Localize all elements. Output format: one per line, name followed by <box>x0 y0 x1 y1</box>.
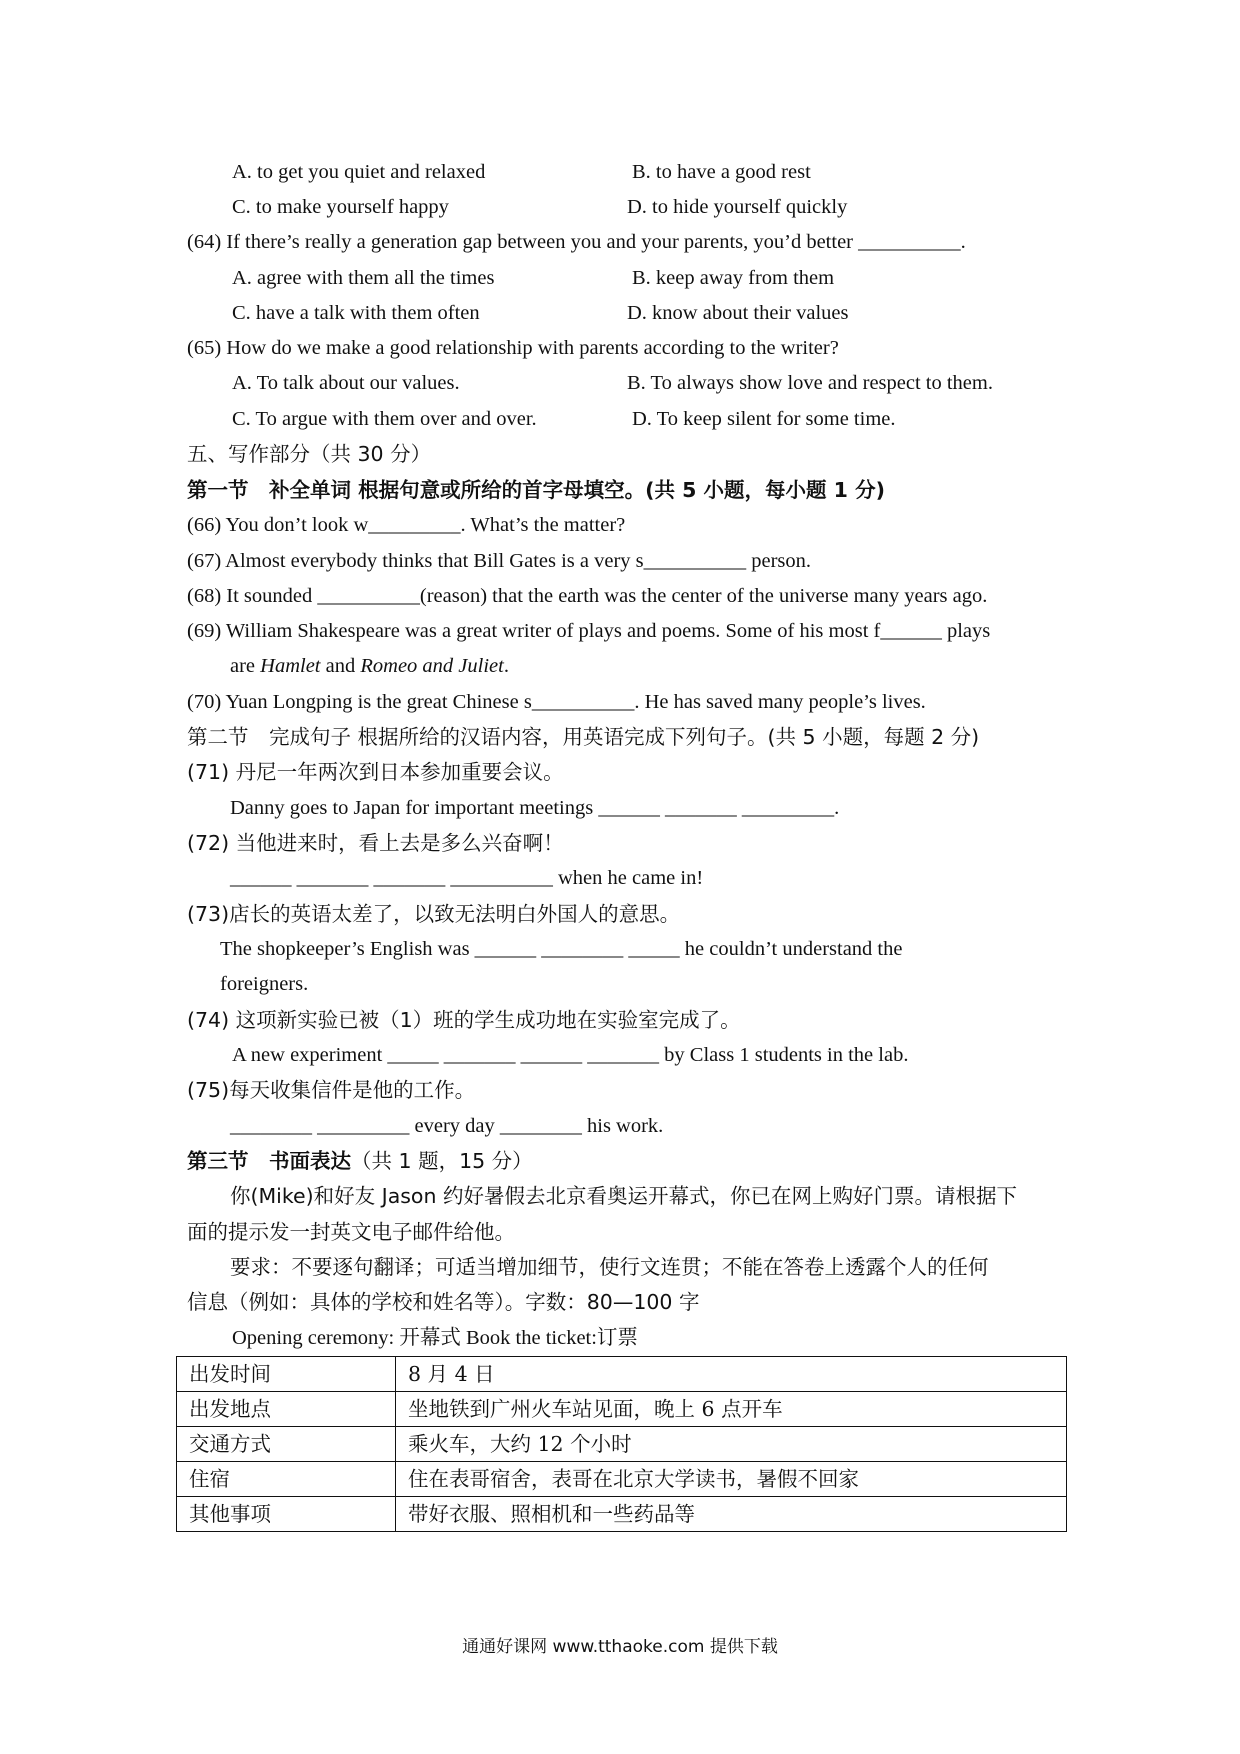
table-row <box>177 1427 1067 1462</box>
table-value: 住在表哥宿舍，表哥在北京大学读书，暑假不回家 <box>396 1462 1067 1497</box>
writing-prompt-line-1: 你(Mike)和好友 Jason 约好暑假去北京看奥运开幕式，你已在网上购好门票。请根据下 <box>230 1184 1017 1208</box>
question-73-chinese: (73)店长的英语太差了，以致无法明白外国人的意思。 <box>187 902 681 926</box>
question-74-chinese: (74) 这项新实验已被（1）班的学生成功地在实验室完成了。 <box>187 1008 741 1032</box>
section-five-title: 五、写作部分（共 30 分） <box>187 442 432 466</box>
page-footer: 通通好课网 www.tthaoke.com 提供下载 <box>462 1637 778 1657</box>
question-72-chinese: (72) 当他进来时，看上去是多么兴奋啊！ <box>187 831 564 855</box>
table-row <box>177 1462 1067 1497</box>
question-65: (65) How do we make a good relationship with parents according to the writer? <box>187 337 839 359</box>
option-63a: A. to get you quiet and relaxed <box>232 161 486 183</box>
option-64d: D. know about their values <box>627 302 849 324</box>
vocabulary-gloss: Opening ceremony: 开幕式 Book the ticket:订票 <box>232 1327 638 1349</box>
part-one-heading: 第一节 补全单词 根据句意或所给的首字母填空。(共 5 小题，每小题 1 分) <box>187 478 885 502</box>
question-66: (66) You don’t look w_________. What’s the matter? <box>187 514 626 536</box>
table-value: 坐地铁到广州火车站见面，晚上 6 点开车 <box>396 1392 1067 1427</box>
table-row <box>177 1392 1067 1427</box>
writing-prompt-line-2: 面的提示发一封英文电子邮件给他。 <box>187 1220 515 1244</box>
question-73-english-continued: foreigners. <box>220 973 309 995</box>
question-75-chinese: (75)每天收集信件是他的工作。 <box>187 1078 476 1102</box>
part-three-score: （共 1 题，15 分） <box>351 1149 533 1173</box>
table-row <box>177 1497 1067 1532</box>
table-key: 交通方式 <box>177 1427 396 1462</box>
q69-word-are: are <box>230 655 256 677</box>
question-70: (70) Yuan Longping is the great Chinese s__________. He has saved many people’s lives. <box>187 691 926 713</box>
table-value: 乘火车，大约 12 个小时 <box>396 1427 1067 1462</box>
part-three-title: 第三节 书面表达 <box>187 1149 351 1173</box>
question-73-english: The shopkeeper’s English was ______ ________ _____ he couldn’t understand the <box>220 938 903 960</box>
requirements-line-1: 要求：不要逐句翻译；可适当增加细节，使行文连贯；不能在答卷上透露个人的任何 <box>230 1255 989 1279</box>
question-74-english: A new experiment _____ _______ ______ _______ by Class 1 students in the lab. <box>232 1044 909 1066</box>
option-65d: D. To keep silent for some time. <box>632 408 896 430</box>
part-three-heading <box>187 1147 533 1175</box>
q69-period: . <box>503 655 509 677</box>
option-63d: D. to hide yourself quickly <box>627 196 848 218</box>
question-67: (67) Almost everybody thinks that Bill Gates is a very s__________ person. <box>187 550 812 572</box>
title-romeo-and-juliet: Romeo and Juliet <box>360 655 504 677</box>
table-key: 住宿 <box>177 1462 396 1497</box>
question-69: (69) William Shakespeare was a great writer of plays and poems. Some of his most f______ plays <box>187 620 991 642</box>
question-64: (64) If there’s really a generation gap between you and your parents, you’d better __________. <box>187 231 966 253</box>
requirements-line-2: 信息（例如：具体的学校和姓名等）。字数：80—100 字 <box>187 1290 700 1314</box>
table-value: 8 月 4 日 <box>396 1357 1067 1392</box>
table-row <box>177 1357 1067 1392</box>
question-72-english: ______ _______ _______ __________ when he came in! <box>230 867 704 889</box>
question-71-chinese: (71) 丹尼一年两次到日本参加重要会议。 <box>187 760 564 784</box>
option-64b: B. keep away from them <box>632 267 835 289</box>
trip-info-table <box>176 1356 1067 1532</box>
table-value: 带好衣服、照相机和一些药品等 <box>396 1497 1067 1532</box>
table-key: 其他事项 <box>177 1497 396 1532</box>
option-65b: B. To always show love and respect to them. <box>627 372 993 394</box>
option-63c: C. to make yourself happy <box>232 196 449 218</box>
question-75-english: ________ _________ every day ________ his work. <box>230 1115 664 1137</box>
option-65c: C. To argue with them over and over. <box>232 408 537 430</box>
option-63b: B. to have a good rest <box>632 161 811 183</box>
option-64c: C. have a talk with them often <box>232 302 480 324</box>
question-69-continuation <box>230 652 509 680</box>
question-71-english: Danny goes to Japan for important meetings ______ _______ _________. <box>230 797 840 819</box>
table-key: 出发地点 <box>177 1392 396 1427</box>
option-64a: A. agree with them all the times <box>232 267 495 289</box>
option-65a: A. To talk about our values. <box>232 372 460 394</box>
table-key: 出发时间 <box>177 1357 396 1392</box>
part-two-heading: 第二节 完成句子 根据所给的汉语内容，用英语完成下列句子。(共 5 小题，每题 2 分) <box>187 725 980 749</box>
question-68: (68) It sounded __________(reason) that the earth was the center of the universe many years ago. <box>187 585 988 607</box>
title-hamlet: Hamlet <box>260 655 321 677</box>
q69-word-and: and <box>325 655 356 677</box>
